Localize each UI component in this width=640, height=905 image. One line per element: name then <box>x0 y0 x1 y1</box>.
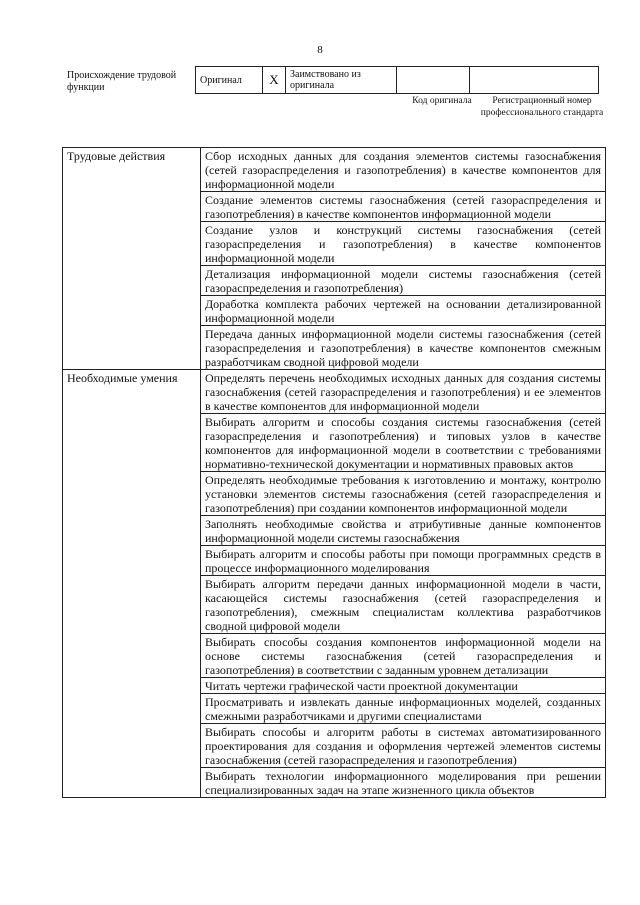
skill-item: Выбирать алгоритм передачи данных информационной модели в части, касающейся системы газоснабжения (сетей газораспределения и газопотребления), смежным специалистам коллектива разработчиков сводной цифровой модели <box>201 576 606 634</box>
original-cell: Оригинал <box>196 67 263 94</box>
reg-number-cell <box>470 67 599 94</box>
labor-action-item: Детализация информационной модели системы газоснабжения (сетей газораспределения и газопотребления) <box>201 266 606 296</box>
skill-item: Заполнять необходимые свойства и атрибутивные данные компонентов информационной модели системы газоснабжения <box>201 516 606 546</box>
code-caption: Код оригинала <box>412 96 472 106</box>
origin-table <box>195 66 599 94</box>
reg-number-caption: Регистрационный номер профессионального стандарта <box>480 96 604 118</box>
table-row <box>63 148 606 192</box>
table-row <box>63 370 606 414</box>
labor-action-item: Доработка комплекта рабочих чертежей на основании детализированной информационной модели <box>201 296 606 326</box>
origin-label: Происхождение трудовой функции <box>67 70 177 93</box>
skills-label: Необходимые умения <box>63 370 201 798</box>
labor-action-item: Создание узлов и конструкций системы газоснабжения (сетей газораспределения и газопотребления) в качестве компонентов информационной модели <box>201 222 606 266</box>
skill-item: Выбирать алгоритм и способы создания системы газоснабжения (сетей газораспределения и газопотребления) и типовых узлов в качестве компонентов для информационной модели в соответствии с требованиями нормативно-технической документации и нормативных правовых актов <box>201 414 606 472</box>
skill-item: Определять необходимые требования к изготовлению и монтажу, контролю установки элементов системы газоснабжения (сетей газораспределения и газопотребления) при создании компонентов информационной модели <box>201 472 606 516</box>
borrowed-cell: Заимствовано из оригинала <box>286 67 397 94</box>
skill-item: Выбирать способы создания компонентов информационной модели на основе системы газоснабжения (сетей газораспределения и газопотребления) в соответствии с заданным уровнем детализации <box>201 634 606 678</box>
skill-item: Просматривать и извлекать данные информационных моделей, созданных смежными разработчиками и другими специалистами <box>201 694 606 724</box>
page-number: 8 <box>317 44 323 56</box>
labor-action-item: Создание элементов системы газоснабжения (сетей газораспределения и газопотребления) в качестве компонентов информационной модели <box>201 192 606 222</box>
skill-item: Читать чертежи графической части проектной документации <box>201 678 606 694</box>
skill-item: Выбирать способы и алгоритм работы в системах автоматизированного проектирования для создания и оформления чертежей элементов системы газоснабжения (сетей газораспределения и газопотребления) <box>201 724 606 768</box>
function-table <box>62 147 606 798</box>
skill-item: Выбирать алгоритм и способы работы при помощи программных средств в процессе информационного моделирования <box>201 546 606 576</box>
skill-item: Выбирать технологии информационного моделирования при решении специализированных задач на этапе жизненного цикла объектов <box>201 768 606 798</box>
labor-action-item: Передача данных информационной модели системы газоснабжения (сетей газораспределения и газопотребления) в качестве компонентов смежным разработчикам сводной цифровой модели <box>201 326 606 370</box>
labor-actions-label: Трудовые действия <box>63 148 201 370</box>
skill-item: Определять перечень необходимых исходных данных для создания системы газоснабжения (сетей газораспределения и газопотребления) и ее элементов в качестве компонентов для информационной модели <box>201 370 606 414</box>
code-cell <box>397 67 470 94</box>
original-mark: X <box>263 67 286 94</box>
labor-action-item: Сбор исходных данных для создания элементов системы газоснабжения (сетей газораспределения и газопотребления) в качестве компонентов для информационной модели <box>201 148 606 192</box>
